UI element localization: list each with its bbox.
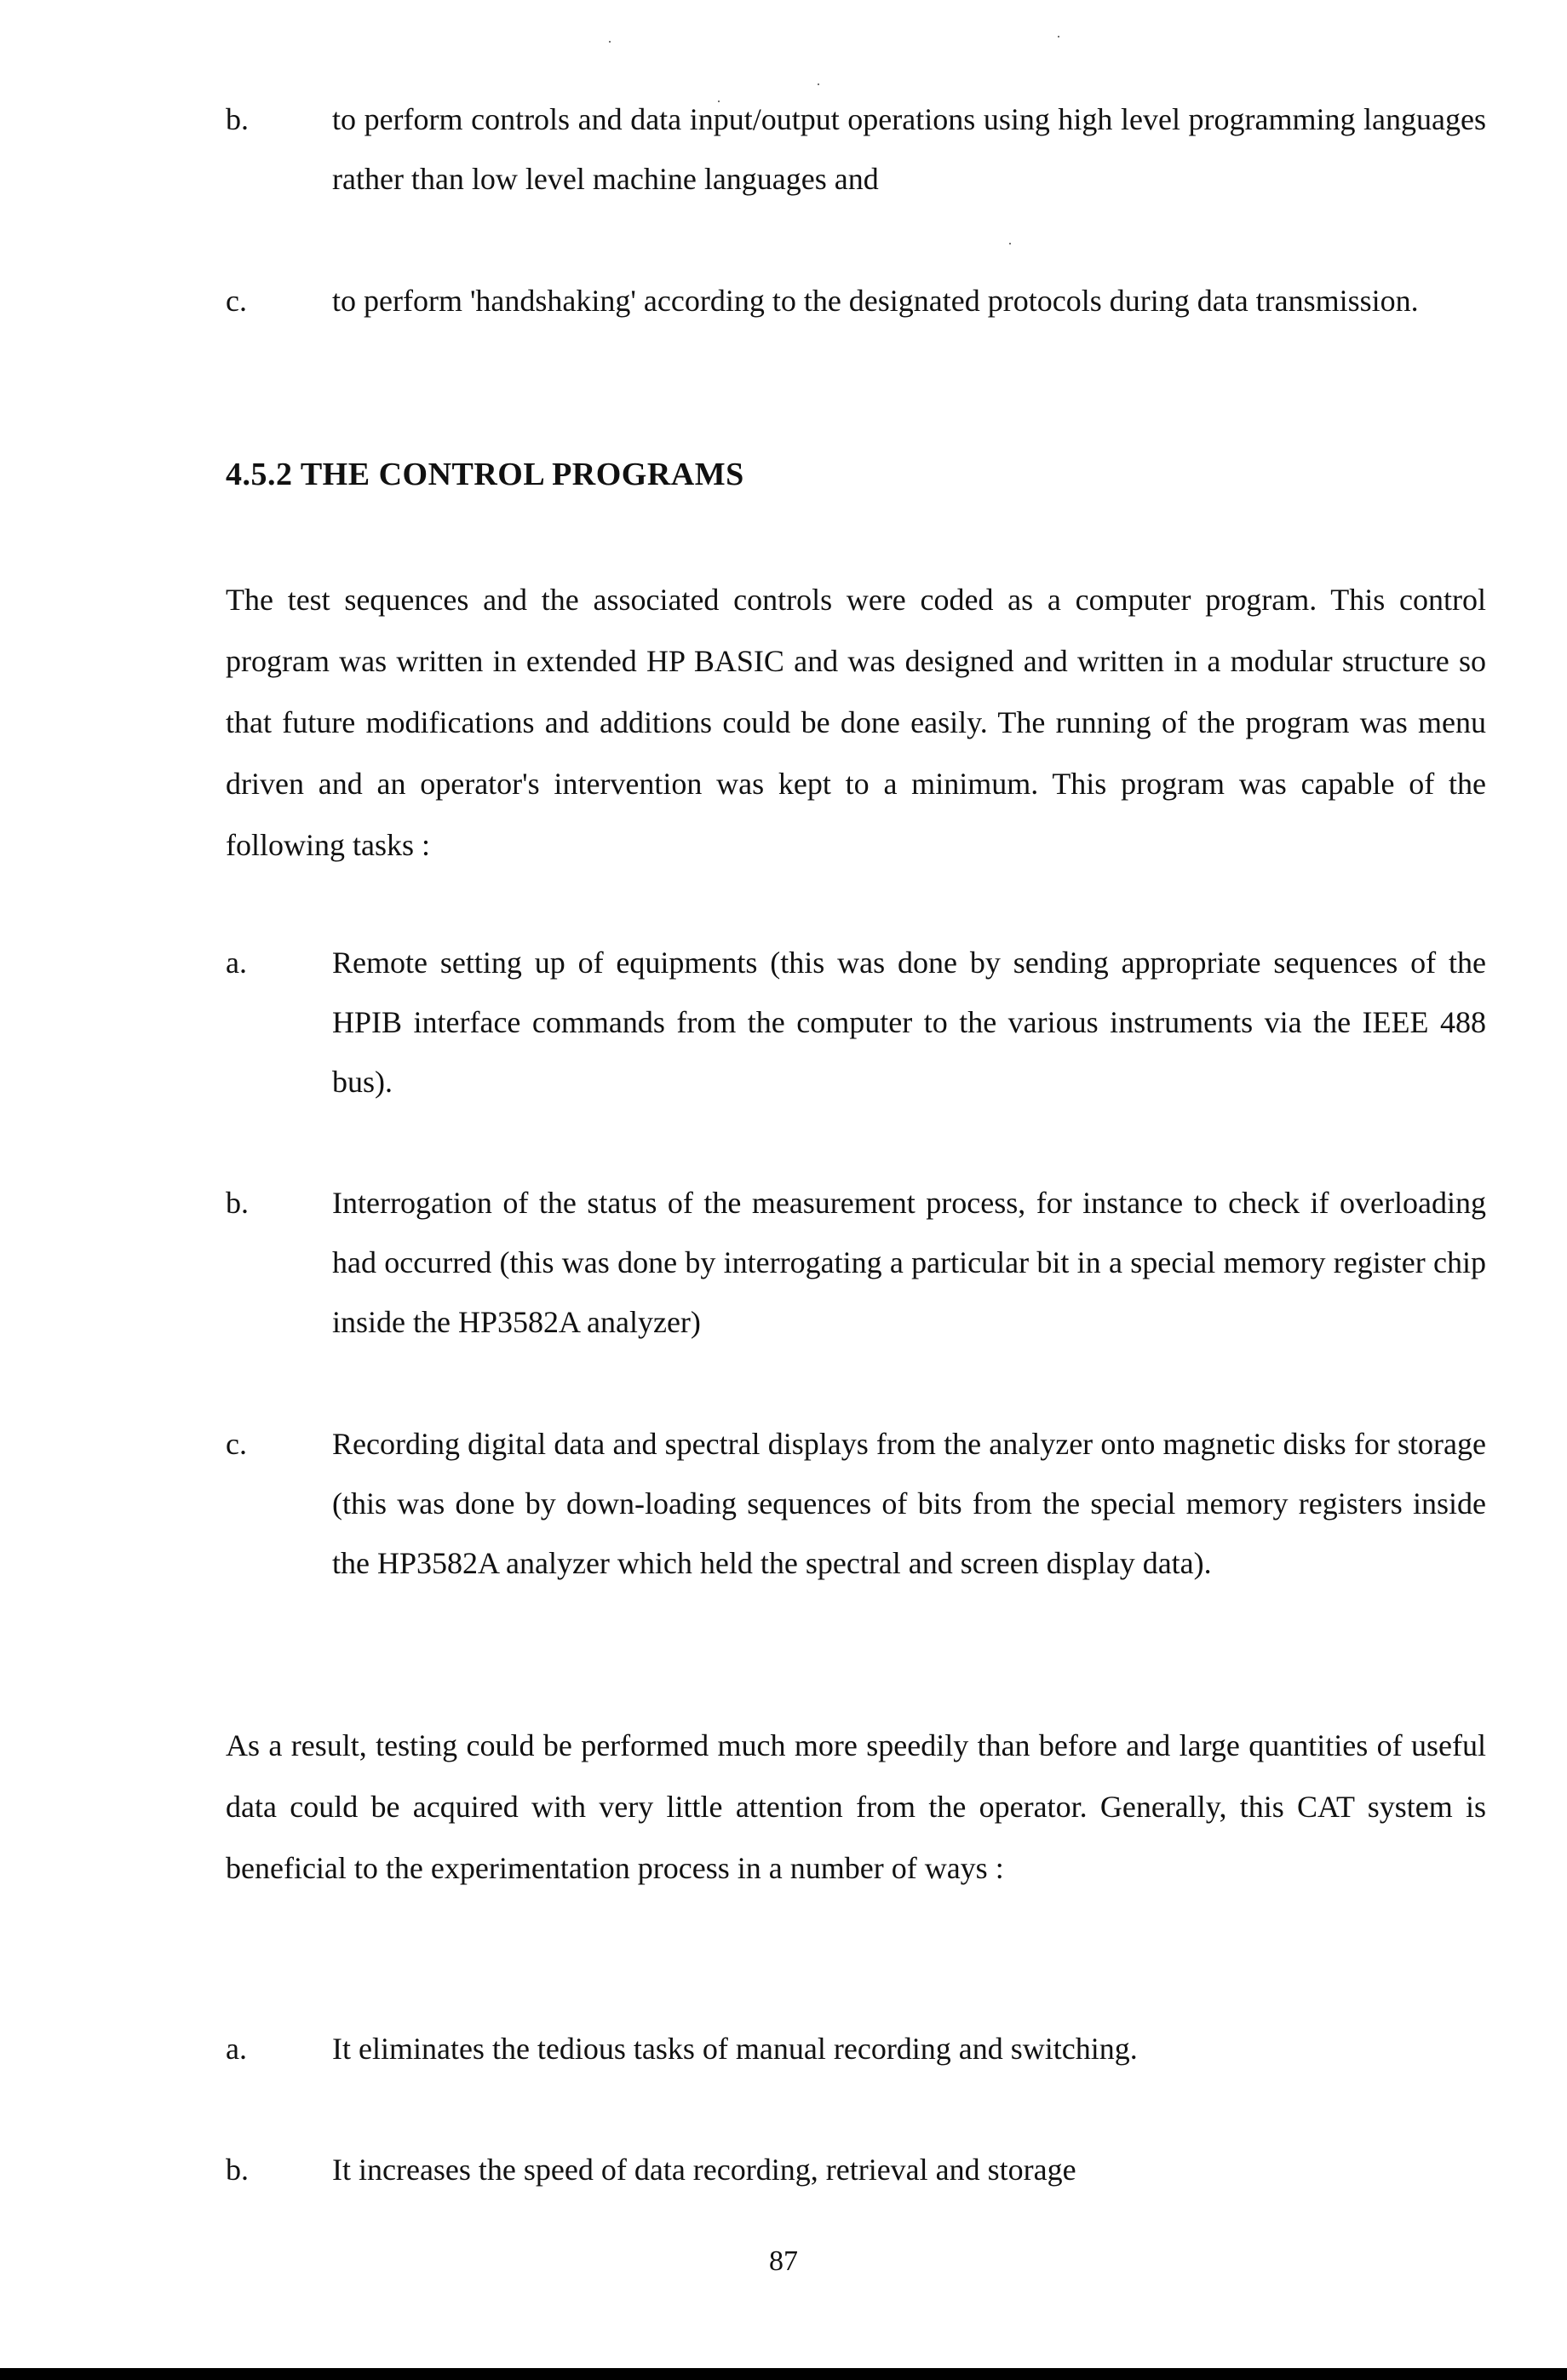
scan-speck xyxy=(1058,36,1059,37)
list-item xyxy=(226,1414,1486,1593)
list-item-label: c. xyxy=(226,1427,247,1461)
list-item xyxy=(226,271,1486,331)
page-number: 87 xyxy=(769,2245,798,2277)
body-paragraph: As a result, testing could be performed much more speedily than before and large quantities of useful data could be acquired with very little attention from the operator. Generally, this CAT system is beneficial to the experimentation process in a number of ways : xyxy=(226,1728,1486,1885)
list-item-label: b. xyxy=(226,1186,249,1220)
scan-speck xyxy=(818,83,819,85)
list-item xyxy=(226,1173,1486,1352)
scan-speck xyxy=(1009,243,1011,244)
list-item xyxy=(226,89,1486,209)
list-item xyxy=(226,2140,1486,2199)
list-item-label: b. xyxy=(226,102,249,136)
list-item-text: It increases the speed of data recording, retrieval and storage xyxy=(332,2153,1076,2187)
list-item xyxy=(226,933,1486,1112)
scan-speck xyxy=(609,41,611,43)
list-item-label: a. xyxy=(226,2032,247,2066)
list-item-label: a. xyxy=(226,946,247,980)
body-paragraph: The test sequences and the associated controls were coded as a computer program. This control program was written in extended HP BASIC and was designed and written in a modular structure so that future modifications and additions could be done easily. The running of the program was menu driven and an operator's intervention was kept to a minimum. This program was capable of the following tasks : xyxy=(226,583,1486,862)
list-item-text: Interrogation of the status of the measurement process, for instance to check if overloading had occurred (this was done by interrogating a particular bit in a special memory register chip inside the HP3582A analyzer) xyxy=(332,1186,1486,1339)
section-heading: 4.5.2 THE CONTROL PROGRAMS xyxy=(226,457,744,492)
list-item-text: to perform controls and data input/output operations using high level programming languages rather than low level machine languages and xyxy=(332,102,1486,196)
list-item-label: c. xyxy=(226,284,247,318)
bottom-rule xyxy=(0,2368,1567,2380)
list-item-text: Recording digital data and spectral displays from the analyzer onto magnetic disks for storage (this was done by down-loading sequences of bits from the special memory registers inside the HP3582A analyzer which held the spectral and screen display data). xyxy=(332,1427,1486,1580)
list-item-text: It eliminates the tedious tasks of manual recording and switching. xyxy=(332,2032,1138,2066)
list-item-text: to perform 'handshaking' according to the designated protocols during data transmission. xyxy=(332,284,1419,318)
list-item-text: Remote setting up of equipments (this was done by sending appropriate sequences of the HPIB interface commands from the computer to the various instruments via the IEEE 488 bus). xyxy=(332,946,1486,1099)
list-item-label: b. xyxy=(226,2153,249,2187)
list-item xyxy=(226,2019,1486,2078)
